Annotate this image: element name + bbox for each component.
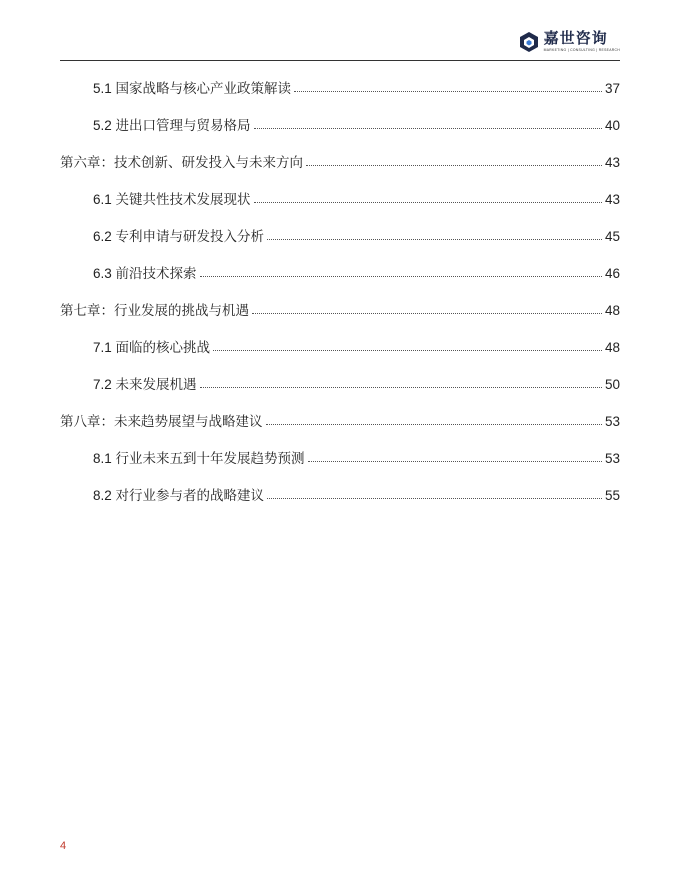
toc-section-entry[interactable] — [60, 188, 620, 225]
toc-entry-label: 7.1 面临的核心挑战 — [93, 340, 211, 355]
toc-page-number: 43 — [604, 192, 620, 207]
page-number: 4 — [60, 840, 67, 852]
toc-section-entry[interactable] — [60, 77, 620, 114]
logo-mark-icon — [518, 31, 540, 53]
toc-entry-label: 6.2 专利申请与研发投入分析 — [93, 229, 265, 244]
toc-dot-leader — [306, 164, 602, 166]
toc-dot-leader — [294, 90, 602, 92]
toc-section-entry[interactable] — [60, 336, 620, 373]
toc-dot-leader — [254, 127, 602, 129]
toc-entry-label: 7.2 未来发展机遇 — [93, 377, 197, 392]
toc-page-number: 48 — [604, 303, 620, 318]
toc-entry-label: 第六章：技术创新、研发投入与未来方向 — [60, 155, 303, 170]
toc-entry-label: 第八章：未来趋势展望与战略建议 — [60, 414, 263, 429]
toc-page-number: 48 — [604, 340, 620, 355]
page-header — [60, 24, 620, 61]
toc-page-number: 45 — [604, 229, 620, 244]
toc-page-number: 55 — [604, 488, 620, 503]
toc-dot-leader — [252, 312, 602, 314]
toc-entry-label: 8.2 对行业参与者的战略建议 — [93, 488, 265, 503]
toc-entry-label: 第七章：行业发展的挑战与机遇 — [60, 303, 249, 318]
toc-section-entry[interactable] — [60, 373, 620, 410]
toc-page-number: 53 — [604, 451, 620, 466]
toc-entry-label: 6.1 关键共性技术发展现状 — [93, 192, 251, 207]
table-of-contents — [60, 77, 620, 521]
toc-section-entry[interactable] — [60, 262, 620, 299]
toc-entry-label: 8.1 行业未来五到十年发展趋势预测 — [93, 451, 305, 466]
toc-entry-label: 6.3 前沿技术探索 — [93, 266, 197, 281]
toc-page-number: 46 — [604, 266, 620, 281]
logo-tagline: MARKETING | CONSULTING | RESEARCH — [543, 48, 620, 52]
toc-section-entry[interactable] — [60, 447, 620, 484]
toc-page-number: 50 — [604, 377, 620, 392]
toc-dot-leader — [267, 497, 602, 499]
toc-page-number: 40 — [604, 118, 620, 133]
toc-page-number: 53 — [604, 414, 620, 429]
toc-chapter-entry[interactable] — [60, 151, 620, 188]
toc-section-entry[interactable] — [60, 225, 620, 262]
toc-dot-leader — [213, 349, 602, 351]
toc-entry-label: 5.1 国家战略与核心产业政策解读 — [93, 81, 292, 96]
toc-section-entry[interactable] — [60, 484, 620, 521]
toc-dot-leader — [308, 460, 602, 462]
company-logo — [518, 30, 620, 58]
toc-entry-label: 5.2 进出口管理与贸易格局 — [93, 118, 251, 133]
logo-name: 嘉世咨询 — [543, 29, 608, 47]
toc-dot-leader — [254, 201, 602, 203]
toc-dot-leader — [266, 423, 602, 425]
toc-chapter-entry[interactable] — [60, 410, 620, 447]
toc-dot-leader — [267, 238, 602, 240]
toc-dot-leader — [200, 275, 602, 277]
toc-chapter-entry[interactable] — [60, 299, 620, 336]
toc-dot-leader — [200, 386, 602, 388]
toc-page-number: 43 — [604, 155, 620, 170]
toc-section-entry[interactable] — [60, 114, 620, 151]
toc-page-number: 37 — [604, 81, 620, 96]
